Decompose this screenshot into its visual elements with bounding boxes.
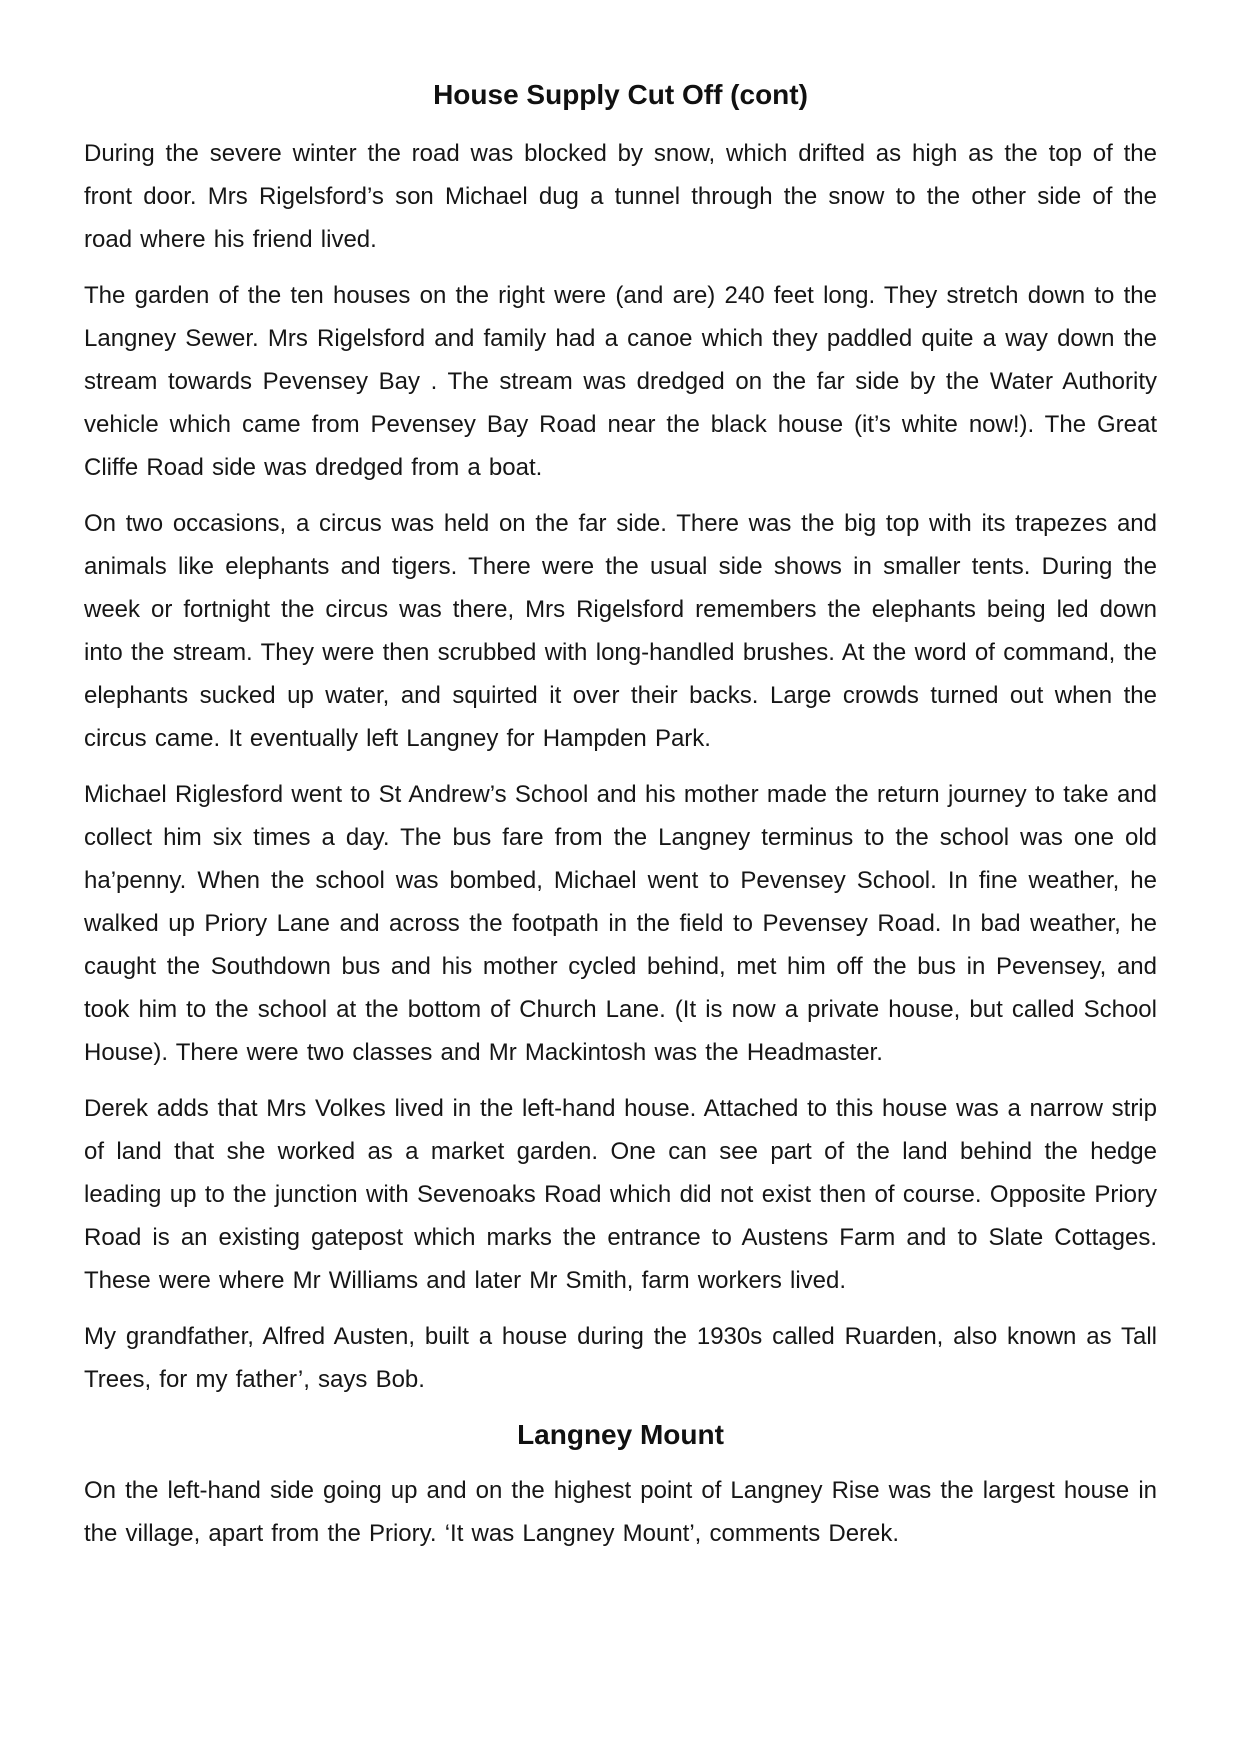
- paragraph-grandfather-house: My grandfather, Alfred Austen, built a house during the 1930s called Ruarden, also known as Tall Trees, for my father’, says Bob.: [84, 1323, 1157, 1393]
- paragraph-mrs-volkes: Derek adds that Mrs Volkes lived in the left-hand house. Attached to this house was a narrow strip of land that she worked as a market garden. One can see part of the land behind the hedge leading up to the junction with Sevenoaks Road which did not exist then of course. Opposite Priory Road is an existing gatepost which marks the entrance to Austens Farm and to Slate Cottages. These were where Mr Williams and later Mr Smith, farm workers lived.: [84, 1095, 1157, 1294]
- paragraph-winter-snow: During the severe winter the road was blocked by snow, which drifted as high as the top of the front door. Mrs Rigelsford’s son Michael dug a tunnel through the snow to the other side of the road where his friend lived.: [84, 140, 1157, 253]
- document-title: House Supply Cut Off (cont): [433, 79, 808, 110]
- paragraph-langney-mount: On the left-hand side going up and on the highest point of Langney Rise was the largest house in the village, apart from the Priory. ‘It was Langney Mount’, comments Derek.: [84, 1477, 1157, 1547]
- subsection-title: Langney Mount: [517, 1419, 724, 1450]
- paragraph-gardens-stream: The garden of the ten houses on the right were (and are) 240 feet long. They stretch down to the Langney Sewer. Mrs Rigelsford and family had a canoe which they paddled quite a way down the stream towards Pevensey Bay . The stream was dredged on the far side by the Water Authority vehicle which came from Pevensey Bay Road near the black house (it’s white now!). The Great Cliffe Road side was dredged from a boat.: [84, 282, 1157, 481]
- paragraph-school-journey: Michael Riglesford went to St Andrew’s School and his mother made the return journey to take and collect him six times a day. The bus fare from the Langney terminus to the school was one old ha’penny. When the school was bombed, Michael went to Pevensey School. In fine weather, he walked up Priory Lane and across the footpath in the field to Pevensey Road. In bad weather, he caught the Southdown bus and his mother cycled behind, met him off the bus in Pevensey, and took him to the school at the bottom of Church Lane. (It is now a private house, but called School House). There were two classes and Mr Mackintosh was the Headmaster.: [84, 781, 1157, 1066]
- paragraph-circus: On two occasions, a circus was held on the far side. There was the big top with its trapezes and animals like elephants and tigers. There were the usual side shows in smaller tents. During the week or fortnight the circus was there, Mrs Rigelsford remembers the elephants being led down into the stream. They were then scrubbed with long-handled brushes. At the word of command, the elephants sucked up water, and squirted it over their backs. Large crowds turned out when the circus came. It eventually left Langney for Hampden Park.: [84, 510, 1157, 752]
